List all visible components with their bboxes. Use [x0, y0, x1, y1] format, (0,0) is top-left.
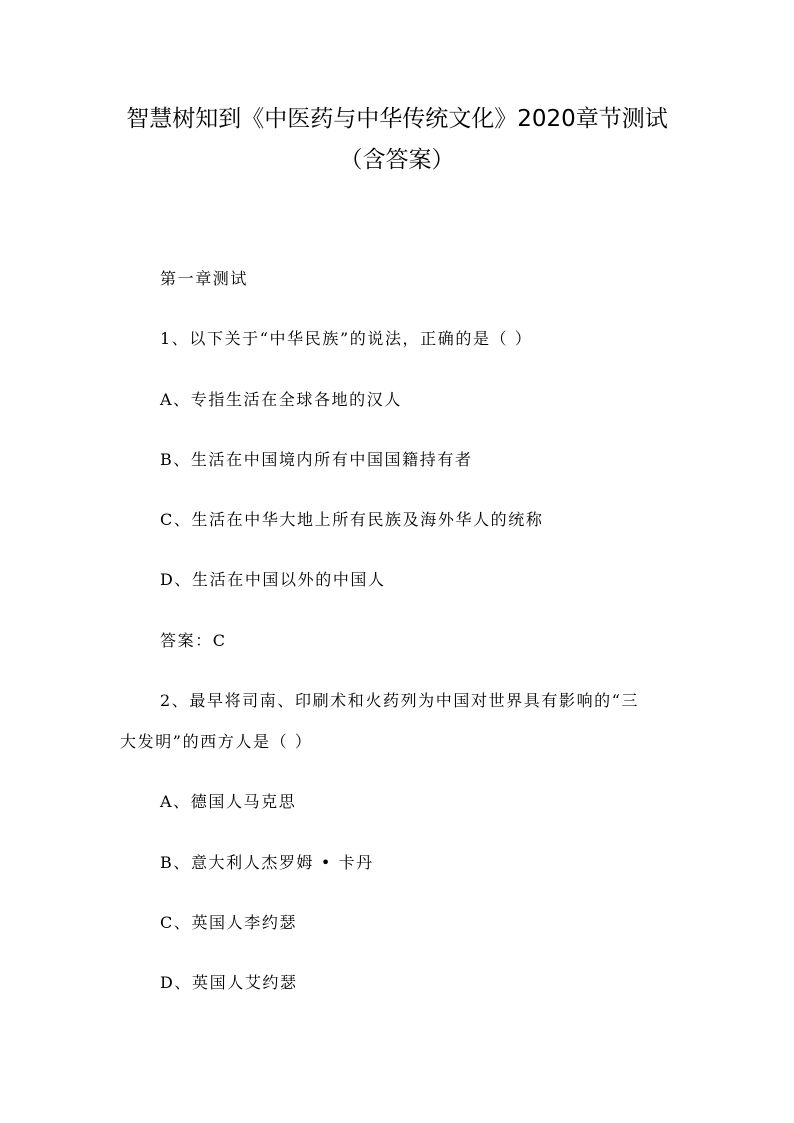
- question-1-answer: 答案：C: [160, 631, 227, 650]
- question-2-option-a: A、德国人马克思: [160, 792, 297, 811]
- document-title-line-1: 智慧树知到《中医药与中华传统文化》2020章节测试: [126, 106, 668, 132]
- question-1-option-d: D、生活在中国以外的中国人: [160, 570, 386, 589]
- question-2-option-b: B、意大利人杰罗姆 • 卡丹: [160, 853, 374, 872]
- question-2-option-d: D、英国人艾约瑟: [160, 973, 298, 992]
- question-1-option-a: A、专指生活在全球各地的汉人: [160, 390, 402, 409]
- chapter-heading: 第一章测试: [160, 269, 249, 288]
- question-1-option-b: B、生活在中国境内所有中国国籍持有者: [160, 450, 473, 469]
- question-2-stem-line-2: 大发明”的西方人是（ ）: [120, 732, 313, 751]
- question-1-option-c: C、生活在中华大地上所有民族及海外华人的统称: [160, 510, 544, 529]
- question-2-stem-line-1: 2、最早将司南、印刷术和火药列为中国对世界具有影响的“三: [160, 691, 640, 710]
- document-title-line-2: （含答案）: [339, 147, 455, 173]
- question-2-option-c: C、英国人李约瑟: [160, 913, 298, 932]
- question-1-stem: 1、以下关于“中华民族”的说法，正确的是（ ）: [160, 329, 533, 348]
